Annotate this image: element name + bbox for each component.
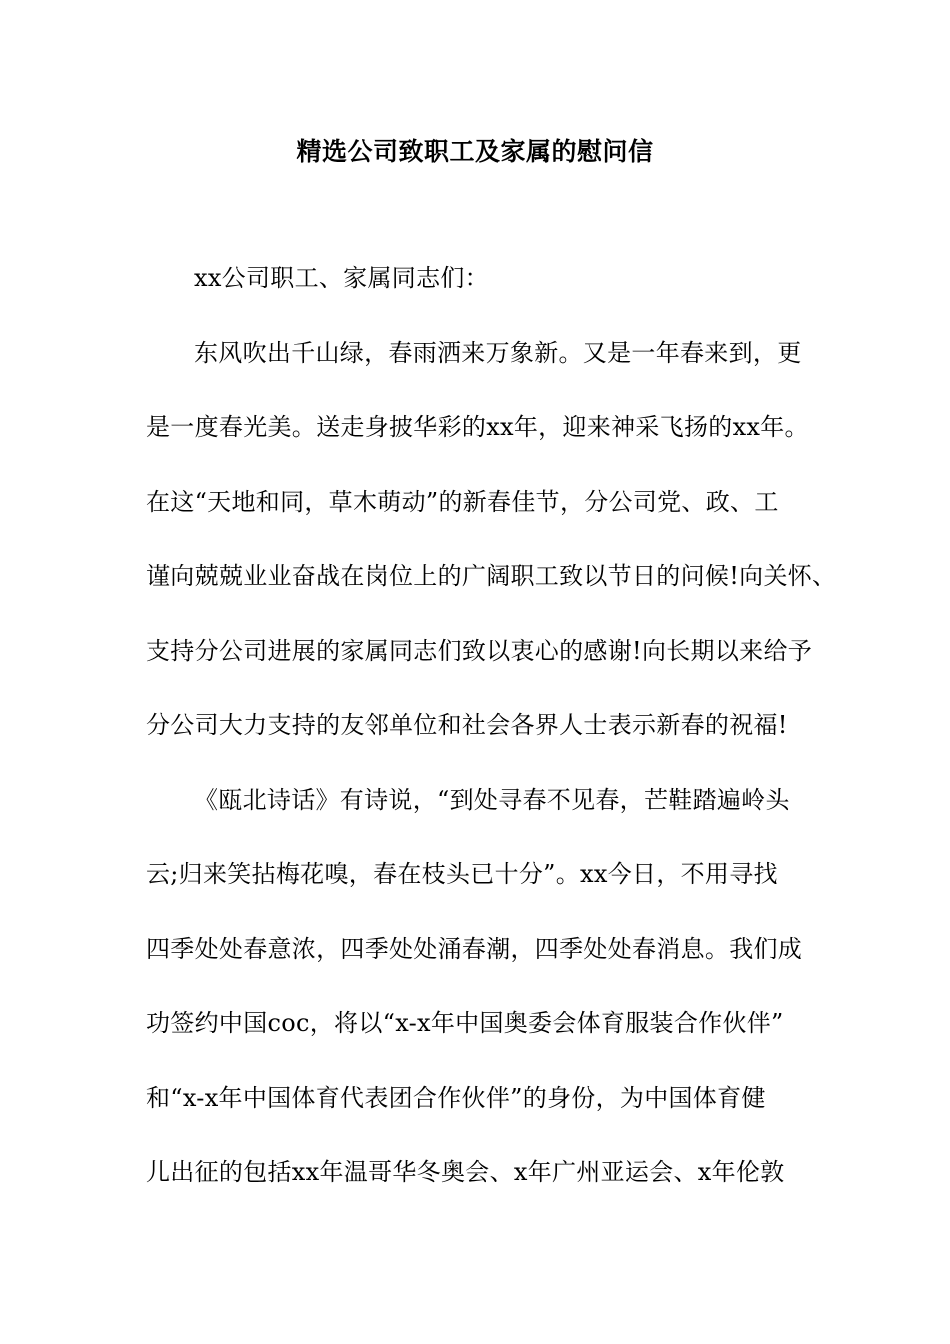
paragraph-line: 东风吹出千山绿，春雨洒来万象新。又是一年春来到，更 — [194, 339, 802, 367]
paragraph-line: 功签约中国coc，将以“x-x年中国奥委会体育服装合作伙伴” — [146, 1009, 784, 1037]
paragraph-line: 云;归来笑拈梅花嗅，春在枝头已十分”。xx今日，不用寻找 — [146, 860, 778, 888]
paragraph-line: 和“x-x年中国体育代表团合作伙伴”的身份，为中国体育健 — [146, 1084, 766, 1112]
paragraph-line: 四季处处春意浓，四季处处涌春潮，四季处处春消息。我们成 — [146, 935, 803, 963]
paragraph-line: 在这“天地和同，草木萌动”的新春佳节，分公司党、政、工 — [146, 488, 779, 516]
paragraph-line: 支持分公司进展的家属同志们致以衷心的感谢!向长期以来给予 — [146, 637, 813, 665]
paragraph-line: 是一度春光美。送走身披华彩的xx年，迎来神采飞扬的xx年。 — [146, 413, 809, 441]
paragraph-line: 分公司大力支持的友邻单位和社会各界人士表示新春的祝福! — [146, 711, 788, 739]
paragraph-line: 儿出征的包括xx年温哥华冬奥会、x年广州亚运会、x年伦敦 — [146, 1158, 785, 1186]
paragraph-line: 《瓯北诗话》有诗说，“到处寻春不见春，芒鞋踏遍岭头 — [194, 786, 790, 814]
paragraph-line: 谨向兢兢业业奋战在岗位上的广阔职工致以节日的问候!向关怀、 — [146, 562, 837, 590]
salutation: xx公司职工、家属同志们： — [194, 264, 489, 292]
document-title: 精选公司致职工及家属的慰问信 — [296, 137, 654, 166]
